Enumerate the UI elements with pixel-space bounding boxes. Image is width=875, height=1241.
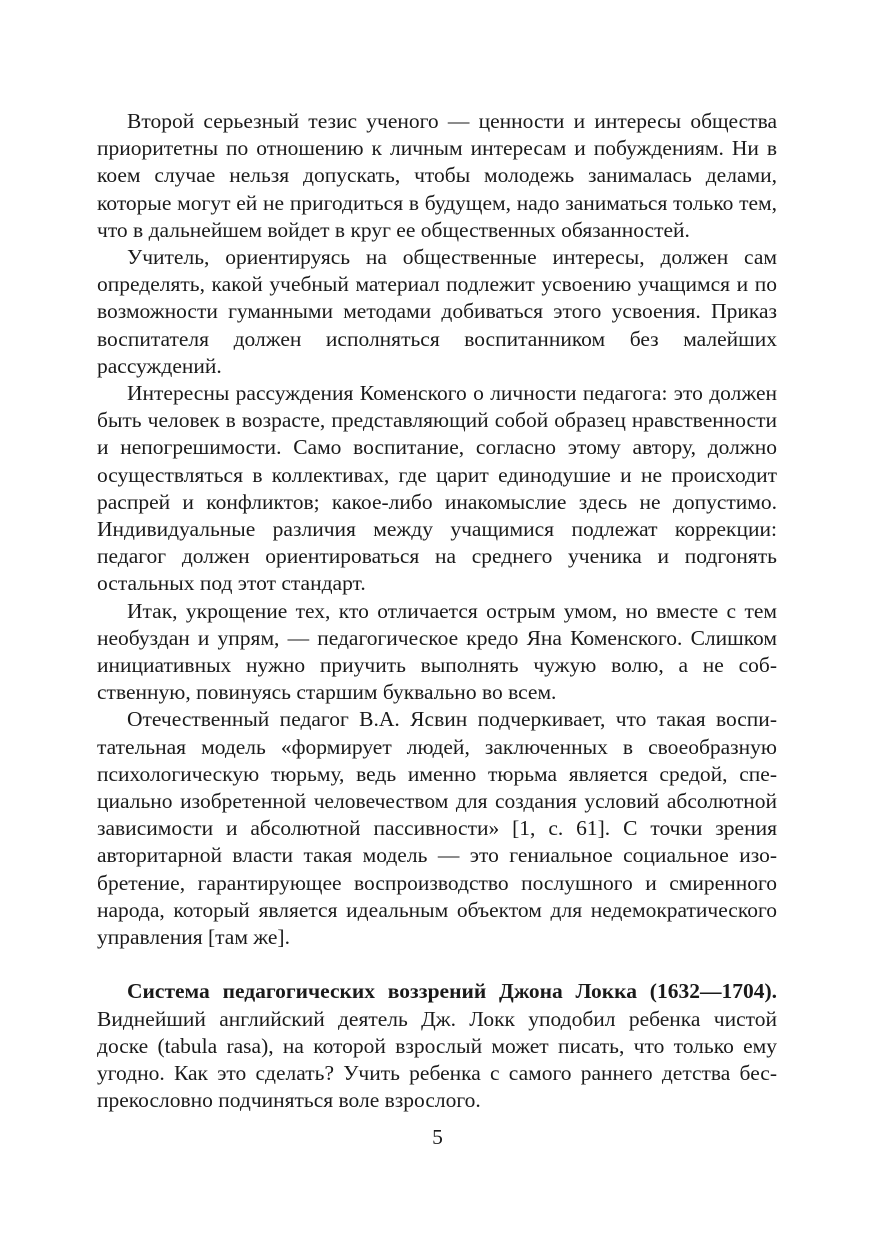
section-locke (97, 978, 777, 1114)
page-number: 5 (432, 1125, 443, 1149)
paragraph-2: Учитель, ориентируясь на общественные интересы, должен сам определять, какой учебный материал подлежит усвоению учащимся и по возможности гуманными методами добиваться этого усвоения. Приказ воспитателя должен исполняться воспитанником без малейших рассуждений. (97, 245, 777, 378)
paragraph-5: Отечественный педагог В.А. Ясвин подчеркивает, что такая воспитательная модель «формирует людей, заключенных в своеобразную психологическую тюрьму, ведь именно тюрьма является средой, специально изобретенной человечеством для создания условий абсолютной зависимости и абсолютной пассивности» [1, с. 61]. С точки зрения авторитарной власти такая модель — это гениальное социальное изобретение, гарантирующее воспроизводство послушного и смиренного народа, который является идеальным объектом для недемократического управления [там же]. (97, 707, 777, 950)
paragraph-3: Интересны рассуждения Коменского о личности педагога: это должен быть человек в возрасте, представляющий собой образец нравственности и непогрешимости. Само воспитание, согласно этому автору, должно осуществляться в коллективах, где царит единодушие и не происходит распрей и конфликтов; какое-либо инакомыслие здесь не допустимо. Индивидуальные различия между учащимися подлежат коррекции: педагог должен ориентироваться на среднего ученика и подгонять остальных под этот стандарт. (97, 381, 777, 596)
paragraph-1: Второй серьезный тезис ученого — ценности и интересы общества приоритетны по отношению к личным интересам и побуждениям. Ни в коем случае нельзя допускать, чтобы молодежь занималась делами, которые могут ей не пригодиться в будущем, надо заниматься только тем, что в дальнейшем войдет в круг ее общественных обязанностей. (97, 109, 777, 242)
page-body (97, 108, 777, 1114)
paragraph-4: Итак, укрощение тех, кто отличается острым умом, но вместе с тем необуздан и упрям, — педагогическое кредо Яна Коменского. Слишком инициативных нужно приучить выполнять чужую волю, а не собственную, повинуясь старшим буквально во всем. (97, 598, 777, 705)
section-text: Виднейший английский деятель Дж. Локк уподобил ребенка чистой доске (tabula rasa), на которой взрослый может писать, что только ему угодно. Как это сделать? Учить ребенка с самого раннего детства беспрекословно подчиняться воле взрослого. (97, 1006, 777, 1113)
section-heading: Система педагогических воззрений Джона Локка (1632—1704). (127, 979, 777, 1004)
